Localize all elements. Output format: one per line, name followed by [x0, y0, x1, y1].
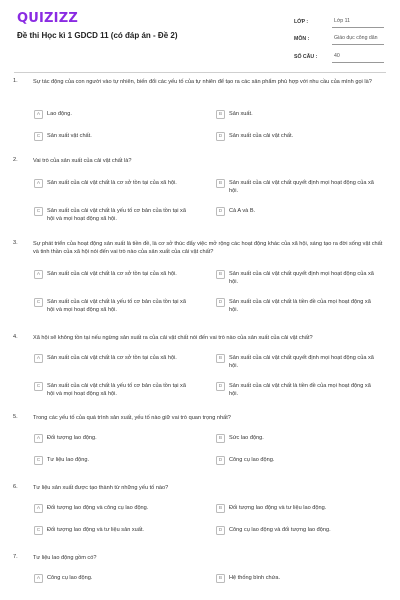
answer-option-c[interactable] [34, 382, 187, 398]
option-key: B [216, 504, 225, 513]
meta-row-subject [294, 28, 384, 46]
option-text: Đối tượng lao động và tư liệu sản xuất. [47, 527, 144, 533]
answer-option-b[interactable] [216, 504, 381, 513]
answer-option-d[interactable] [216, 382, 381, 398]
answer-option-a[interactable] [34, 574, 187, 583]
question-number: 3. [13, 240, 18, 246]
option-text: Cả A và B. [229, 208, 256, 214]
option-text: Sản xuất của cải vật chất là tiền đề của mọi hoạt động xã hội. [229, 383, 371, 397]
quizizz-logo: QUIZIZZ [17, 11, 78, 26]
question-number: 2. [13, 157, 18, 163]
option-text: Đối tượng lao động và tư liệu lao động. [229, 505, 327, 511]
option-text: Sản xuất của cải vật chất quyết định mọi hoạt động của xã hội. [229, 180, 374, 194]
option-text: Sản xuất vật chất. [47, 133, 92, 139]
answer-option-c[interactable] [34, 526, 187, 535]
answer-option-b[interactable] [216, 179, 381, 195]
option-text: Đối tượng lao động và công cụ lao động. [47, 505, 149, 511]
meta-table [294, 10, 384, 63]
question-number: 1. [13, 78, 18, 84]
question-text: Trong các yếu tố của quá trình sản xuất, yếu tố nào giữ vai trò quan trọng nhất? [33, 415, 231, 421]
option-key: A [34, 270, 43, 279]
question-text: Xã hội sẽ không tồn tại nếu ngừng sản xuất ra của cải vật chất nói đến vai trò nào của sản xuất của cải vật chất? [33, 335, 313, 341]
option-text: Sản xuất. [229, 111, 253, 117]
option-key: B [216, 574, 225, 583]
option-key: D [216, 132, 225, 141]
meta-value: Giáo dục công dân [332, 35, 384, 45]
option-text: Lao động. [47, 111, 72, 117]
question-text: Vai trò của sản xuất của cải vật chất là? [33, 158, 132, 164]
meta-label: MÔN : [294, 36, 310, 42]
option-key: B [216, 354, 225, 363]
question-text: Sự tác động của con người vào tự nhiên, biến đổi các yếu tố của tự nhiên để tạo ra các sản phẩm phù hợp với nhu cầu của mình gọi là? [33, 79, 372, 85]
option-key: A [34, 110, 43, 119]
option-key: A [34, 434, 43, 443]
option-text: Sản xuất của cải vật chất quyết định mọi hoạt động của xã hội. [229, 271, 374, 285]
option-text: Tư liệu lao động. [47, 457, 89, 463]
answer-option-d[interactable] [216, 207, 381, 216]
meta-label: SỐ CÂU : [294, 53, 318, 60]
option-text: Hệ thống bình chứa. [229, 575, 281, 581]
answer-option-a[interactable] [34, 434, 187, 443]
answer-option-c[interactable] [34, 207, 187, 223]
option-key: B [216, 110, 225, 119]
question-number: 5. [13, 414, 18, 420]
meta-value: Lớp 11 [332, 18, 384, 28]
option-key: D [216, 456, 225, 465]
option-key: C [34, 207, 43, 216]
option-key: B [216, 179, 225, 188]
answer-option-d[interactable] [216, 526, 381, 535]
option-text: Công cụ lao động. [47, 575, 93, 581]
answer-option-b[interactable] [216, 354, 381, 370]
option-key: C [34, 298, 43, 307]
option-text: Công cụ lao động và đối tượng lao động. [229, 527, 331, 533]
option-key: B [216, 270, 225, 279]
document-header [0, 0, 400, 62]
answer-option-d[interactable] [216, 298, 381, 314]
option-key: D [216, 382, 225, 391]
option-text: Sản xuất của cải vật chất là cơ sở tồn tại của xã hội. [47, 271, 177, 277]
option-key: A [34, 574, 43, 583]
option-text: Công cụ lao động. [229, 457, 275, 463]
answer-option-a[interactable] [34, 270, 187, 279]
question-number: 6. [13, 484, 18, 490]
meta-label: LỚP : [294, 18, 309, 25]
option-text: Sản xuất của cải vật chất quyết định mọi hoạt động của xã hội. [229, 355, 374, 369]
option-key: D [216, 298, 225, 307]
question-text: Sự phát triển của hoạt động sản xuất là tiền đề, là cơ sở thúc đẩy việc mở rộng các hoạt động khác của xã hội, sáng tạo ra đời sống vật chất và tinh thần của xã hội nói đến vai trò nào của sản xuất của cải vật chất? [33, 241, 383, 255]
meta-value: 40 [332, 53, 384, 63]
answer-option-a[interactable] [34, 504, 187, 513]
option-key: C [34, 456, 43, 465]
answer-option-a[interactable] [34, 110, 187, 119]
option-text: Sản xuất của cải vật chất là cơ sở tồn tại của xã hội. [47, 355, 177, 361]
option-text: Sản xuất của cải vật chất là tiền đề của mọi hoạt động xã hội. [229, 299, 371, 313]
answer-option-b[interactable] [216, 110, 381, 119]
meta-row-class [294, 10, 384, 28]
question-text: Tư liệu lao động gồm có? [33, 555, 97, 561]
answer-option-b[interactable] [216, 270, 381, 286]
question-number: 7. [13, 554, 18, 560]
option-text: Đối tượng lao động. [47, 435, 97, 441]
answer-option-b[interactable] [216, 574, 381, 583]
option-key: C [34, 132, 43, 141]
document-title: Đề thi Học kì 1 GDCD 11 (có đáp án - Đề 2) [17, 31, 178, 40]
question-number: 4. [13, 334, 18, 340]
option-key: C [34, 526, 43, 535]
answer-option-c[interactable] [34, 456, 187, 465]
option-text: Sản xuất của cải vật chất. [229, 133, 294, 139]
option-text: Sức lao động. [229, 435, 264, 441]
option-key: A [34, 504, 43, 513]
option-key: C [34, 382, 43, 391]
option-key: A [34, 179, 43, 188]
answer-option-d[interactable] [216, 456, 381, 465]
option-text: Sản xuất của cải vật chất là yếu tố cơ bản của tồn tại xã hội và mọi hoạt động xã hội. [47, 208, 186, 222]
option-key: A [34, 354, 43, 363]
option-key: D [216, 207, 225, 216]
option-text: Sản xuất của cải vật chất là yếu tố cơ bản của tồn tại xã hội và mọi hoạt động xã hội. [47, 299, 186, 313]
header-divider [14, 72, 386, 73]
option-key: B [216, 434, 225, 443]
option-text: Sản xuất của cải vật chất là yếu tố cơ bản của tồn tại xã hội và mọi hoạt động xã hội. [47, 383, 186, 397]
answer-option-c[interactable] [34, 298, 187, 314]
answer-option-c[interactable] [34, 132, 187, 141]
answer-option-a[interactable] [34, 179, 187, 188]
question-text: Tư liệu sản xuất được tạo thành từ những yếu tố nào? [33, 485, 169, 491]
option-key: D [216, 526, 225, 535]
answer-option-a[interactable] [34, 354, 187, 363]
meta-row-count [294, 45, 384, 63]
option-text: Sản xuất của cải vật chất là cơ sở tồn tại của xã hội. [47, 180, 177, 186]
answer-option-d[interactable] [216, 132, 381, 141]
answer-option-b[interactable] [216, 434, 381, 443]
